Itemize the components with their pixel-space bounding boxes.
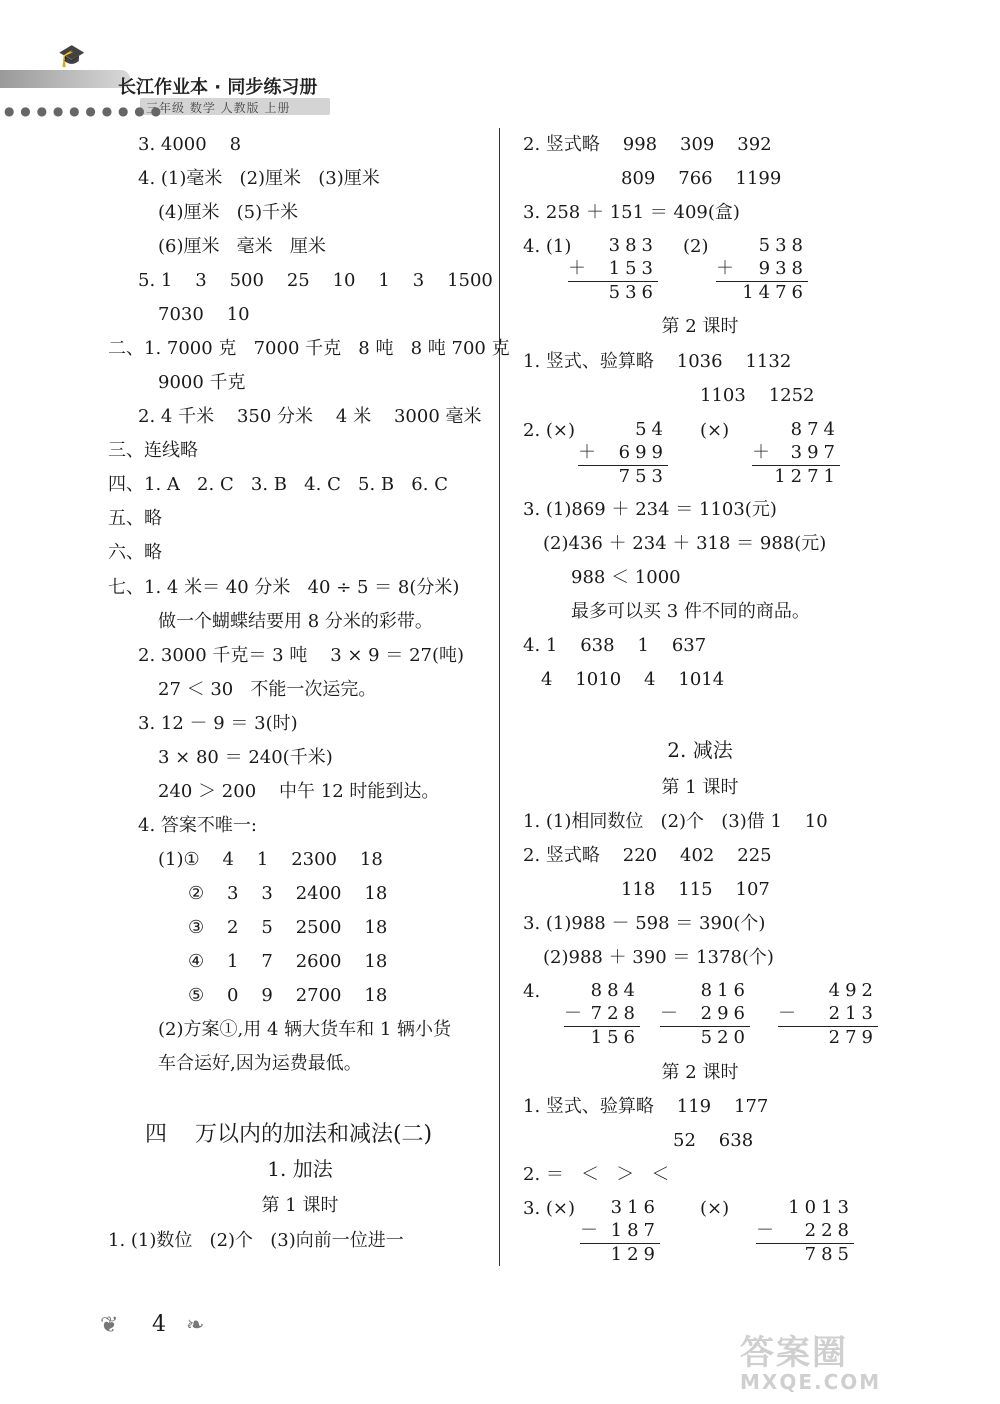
subtrahend: 228: [804, 1220, 854, 1241]
addend-top: 538: [758, 235, 808, 256]
minuend: 1013: [788, 1197, 854, 1218]
minus-sign: －: [660, 1003, 678, 1024]
answer-line: 3. (×): [523, 1198, 576, 1219]
answer-line: (×): [700, 1198, 730, 1219]
lesson-heading: 第 2 课时: [661, 316, 739, 337]
answer-line: 2. 竖式略 220 402 225: [523, 845, 772, 866]
decorative-dots: ● ● ● ● ● ● ● ● ● ●: [4, 104, 163, 118]
answer-line: (4)厘米 (5)千米: [158, 202, 299, 223]
subtrahend: 728: [590, 1003, 640, 1024]
addend-bottom: 153: [608, 258, 658, 279]
answer-line: 4.: [523, 981, 541, 1002]
answer-line: 2. (×): [523, 420, 576, 441]
difference-result: 520: [700, 1027, 750, 1048]
addend-top: 383: [608, 235, 658, 256]
vertical-subtraction: [778, 980, 878, 1048]
answer-line: 5. 1 3 500 25 10 1 3 1500: [138, 270, 493, 291]
answer-line: 988 ＜ 1000: [571, 567, 681, 588]
answer-line: 3. (1)869 ＋ 234 ＝ 1103(元): [523, 499, 777, 520]
sum-result: 536: [608, 282, 658, 303]
vertical-subtraction: [756, 1197, 854, 1265]
minuend: 884: [590, 980, 640, 1001]
header-band: [0, 70, 130, 88]
chapter-heading: 四 万以内的加法和减法(二): [145, 1122, 433, 1147]
addend-top: 874: [790, 419, 840, 440]
answer-line: 3. 258 ＋ 151 ＝ 409(盒): [523, 202, 740, 223]
answer-line: 240 ＞ 200 中午 12 时能到达。: [158, 781, 440, 802]
answer-line: 2. 竖式略 998 309 392: [523, 134, 772, 155]
lesson-heading: 第 1 课时: [261, 1195, 339, 1216]
answer-line: 车合运好,因为运费最低。: [158, 1053, 362, 1074]
book-header-banner: [0, 40, 340, 125]
watermark-url: MXQE.COM: [740, 1370, 882, 1394]
answer-line: 1103 1252: [700, 385, 815, 406]
answer-line: 五、略: [108, 508, 162, 529]
vertical-subtraction: [564, 980, 640, 1048]
answer-line: ⑤ 0 9 2700 18: [188, 985, 388, 1006]
answer-line: (×): [700, 420, 730, 441]
answer-line: (2)436 ＋ 234 ＋ 318 ＝ 988(元): [543, 533, 827, 554]
answer-line: 1. (1)数位 (2)个 (3)向前一位进一: [108, 1230, 404, 1251]
difference-result: 156: [590, 1027, 640, 1048]
minus-sign: －: [778, 1003, 796, 1024]
graduation-cap-icon: 🎓: [58, 44, 86, 69]
page-number: 4: [152, 1312, 166, 1337]
answer-line: 1. 竖式、验算略 119 177: [523, 1096, 769, 1117]
minuend: 316: [610, 1197, 660, 1218]
answer-line: 最多可以买 3 件不同的商品。: [571, 601, 810, 622]
section-heading: 2. 减法: [667, 738, 733, 762]
book-title: 长江作业本 · 同步练习册: [118, 77, 318, 98]
plus-sign: ＋: [716, 258, 734, 279]
minus-sign: －: [580, 1220, 598, 1241]
answer-line: 3. 4000 8: [138, 134, 242, 155]
answer-line: 1. 竖式、验算略 1036 1132: [523, 351, 792, 372]
answer-line: 4. (1): [523, 236, 572, 257]
difference-result: 129: [610, 1244, 660, 1265]
vertical-subtraction: [660, 980, 750, 1048]
vertical-addition: [578, 419, 668, 487]
answer-line: 3 × 80 ＝ 240(千米): [158, 747, 333, 768]
vertical-addition: [716, 235, 808, 303]
addend-bottom: 699: [618, 442, 668, 463]
answer-line: 4 1010 4 1014: [541, 669, 725, 690]
answer-line: 4. (1)毫米 (2)厘米 (3)厘米: [138, 168, 380, 189]
answer-line: ④ 1 7 2600 18: [188, 951, 388, 972]
answer-line: 4. 1 638 1 637: [523, 635, 707, 656]
ornament-right-icon: ❧: [186, 1313, 205, 1338]
lesson-heading: 第 1 课时: [661, 777, 739, 798]
difference-result: 279: [828, 1027, 878, 1048]
answer-line: 七、1. 4 米＝ 40 分米 40 ÷ 5 ＝ 8(分米): [108, 577, 460, 598]
answer-line: 2. ＝ ＜ ＞ ＜: [523, 1164, 670, 1185]
addend-bottom: 938: [758, 258, 808, 279]
vertical-addition: [568, 235, 658, 303]
answer-line: 27 ＜ 30 不能一次运完。: [158, 679, 377, 700]
answer-line: 三、连线略: [108, 440, 198, 461]
answer-line: (2)方案①,用 4 辆大货车和 1 辆小货: [158, 1019, 452, 1040]
lesson-heading: 第 2 课时: [661, 1062, 739, 1083]
sum-result: 1271: [774, 466, 840, 487]
vertical-subtraction: [580, 1197, 660, 1265]
subtrahend: 296: [700, 1003, 750, 1024]
plus-sign: ＋: [568, 258, 586, 279]
addend-top: 54: [635, 419, 668, 440]
subtrahend: 213: [828, 1003, 878, 1024]
section-heading: 1. 加法: [267, 1157, 333, 1181]
answer-line: 4. 答案不唯一:: [138, 815, 257, 836]
answer-line: 9000 千克: [158, 372, 246, 393]
answer-line: (6)厘米 毫米 厘米: [158, 236, 326, 257]
minuend: 492: [828, 980, 878, 1001]
answer-line: ② 3 3 2400 18: [188, 883, 388, 904]
answer-line: 2. 4 千米 350 分米 4 米 3000 毫米: [138, 406, 482, 427]
sum-result: 1476: [742, 282, 808, 303]
answer-line: ③ 2 5 2500 18: [188, 917, 388, 938]
plus-sign: ＋: [578, 442, 596, 463]
column-divider: [499, 128, 500, 1266]
ornament-left-icon: ❦: [100, 1313, 119, 1338]
subtrahend: 187: [610, 1220, 660, 1241]
answer-line: 1. (1)相同数位 (2)个 (3)借 1 10: [523, 811, 828, 832]
answer-line: 52 638: [673, 1130, 754, 1151]
answer-line: 六、略: [108, 542, 162, 563]
answer-line: 四、1. A 2. C 3. B 4. C 5. B 6. C: [108, 474, 448, 495]
plus-sign: ＋: [752, 442, 770, 463]
minus-sign: －: [564, 1003, 582, 1024]
watermark-logo: 答案圈: [740, 1333, 848, 1373]
answer-line: 2. 3000 千克＝ 3 吨 3 × 9 ＝ 27(吨): [138, 645, 465, 666]
answer-line: 3. (1)988 － 598 ＝ 390(个): [523, 913, 766, 934]
sum-result: 753: [618, 466, 668, 487]
answer-line: (2)988 ＋ 390 ＝ 1378(个): [543, 947, 774, 968]
answer-line: 118 115 107: [621, 879, 770, 900]
answer-line: 3. 12 － 9 ＝ 3(时): [138, 713, 298, 734]
answer-line: 做一个蝴蝶结要用 8 分米的彩带。: [158, 611, 433, 632]
answer-line: 7030 10: [158, 304, 250, 325]
minuend: 816: [700, 980, 750, 1001]
answer-line: (2): [683, 236, 709, 257]
vertical-addition: [752, 419, 840, 487]
answer-line: 二、1. 7000 克 7000 千克 8 吨 8 吨 700 克: [108, 338, 510, 359]
page-number-badge: [100, 1305, 220, 1345]
answer-line: (1)① 4 1 2300 18: [158, 849, 383, 870]
answer-line: 809 766 1199: [621, 168, 782, 189]
addend-bottom: 397: [790, 442, 840, 463]
difference-result: 785: [804, 1244, 854, 1265]
minus-sign: －: [756, 1220, 774, 1241]
book-subtitle: 三年级 数学 人教版 上册: [146, 101, 291, 115]
